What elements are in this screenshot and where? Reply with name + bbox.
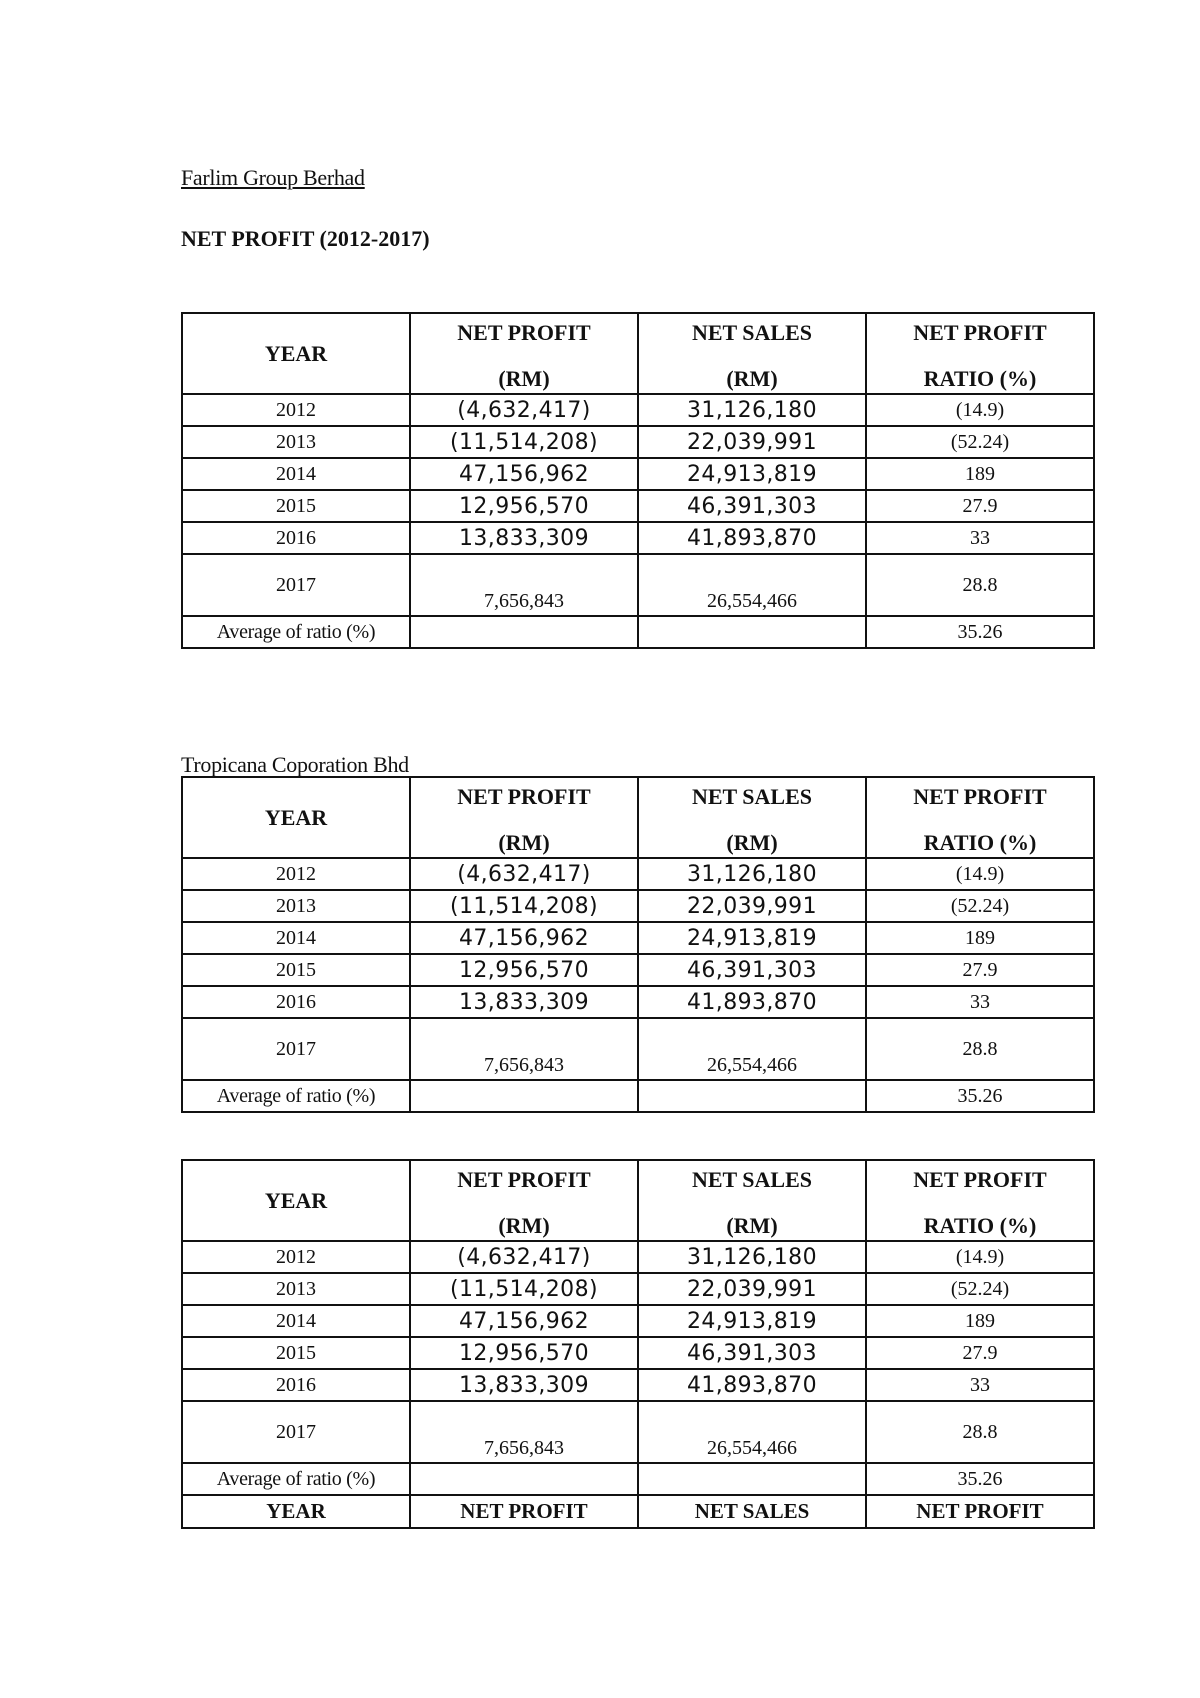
cell-year: 2017 <box>182 1018 410 1080</box>
table-row <box>182 1273 1094 1305</box>
cell-ratio: 27.9 <box>866 1337 1094 1369</box>
table-row <box>182 522 1094 554</box>
cell-ratio: 189 <box>866 458 1094 490</box>
header-ratio <box>866 313 1094 394</box>
empty-cell <box>638 1463 866 1495</box>
header-year: YEAR <box>182 1160 410 1241</box>
header-ratio <box>866 1160 1094 1241</box>
cell-year: 2014 <box>182 1305 410 1337</box>
company-name-tropicana: Tropicana Coporation Bhd <box>181 752 409 777</box>
header-ratio-line2: RATIO (%) <box>923 365 1037 391</box>
header-net-profit <box>410 777 638 858</box>
average-value: 35.26 <box>866 616 1094 648</box>
table-header-row <box>182 1160 1094 1241</box>
cell-ratio: (14.9) <box>866 394 1094 426</box>
average-value: 35.26 <box>866 1463 1094 1495</box>
average-label: Average of ratio (%) <box>182 1463 410 1495</box>
cell-year: 2013 <box>182 1273 410 1305</box>
cell-net-profit: (4,632,417) <box>410 1241 638 1273</box>
table-row <box>182 458 1094 490</box>
cell-net-profit: (11,514,208) <box>410 426 638 458</box>
company-name-farlim: Farlim Group Berhad <box>181 165 365 190</box>
header-net-profit-line1: NET PROFIT <box>457 1166 591 1192</box>
cell-ratio: 28.8 <box>866 554 1094 616</box>
empty-cell <box>410 1463 638 1495</box>
cell-year: 2016 <box>182 986 410 1018</box>
header-ratio-line2: RATIO (%) <box>923 1212 1037 1238</box>
cell-net-profit: 13,833,309 <box>410 986 638 1018</box>
header-net-sales <box>638 777 866 858</box>
cell-ratio: (14.9) <box>866 1241 1094 1273</box>
cell-year: 2015 <box>182 1337 410 1369</box>
cell-net-profit: 13,833,309 <box>410 522 638 554</box>
table-row <box>182 426 1094 458</box>
cell-net-sales: 31,126,180 <box>638 394 866 426</box>
cell-year: 2013 <box>182 426 410 458</box>
cell-net-profit: 7,656,843 <box>410 554 638 616</box>
header-net-sales-line2: (RM) <box>726 1212 778 1238</box>
cell-net-profit: 47,156,962 <box>410 1305 638 1337</box>
table-row <box>182 954 1094 986</box>
cell-net-sales: 46,391,303 <box>638 954 866 986</box>
header-net-profit-line2: (RM) <box>498 1212 550 1238</box>
header-net-profit-line1: NET PROFIT <box>457 319 591 345</box>
cell-year: 2016 <box>182 522 410 554</box>
cell-net-profit: 12,956,570 <box>410 490 638 522</box>
average-row <box>182 616 1094 648</box>
header-net-sales-line1: NET SALES <box>691 319 813 345</box>
cell-net-sales: 31,126,180 <box>638 1241 866 1273</box>
cell-ratio: 33 <box>866 986 1094 1018</box>
footer-net-profit: NET PROFIT <box>410 1495 638 1528</box>
header-net-profit-line2: (RM) <box>498 365 550 391</box>
header-year: YEAR <box>182 313 410 394</box>
table-row <box>182 890 1094 922</box>
cell-net-sales: 46,391,303 <box>638 490 866 522</box>
table-row <box>182 858 1094 890</box>
cell-net-sales: 26,554,466 <box>638 1401 866 1463</box>
cell-ratio: 28.8 <box>866 1401 1094 1463</box>
cell-net-sales: 31,126,180 <box>638 858 866 890</box>
table-row <box>182 922 1094 954</box>
cell-net-sales: 46,391,303 <box>638 1337 866 1369</box>
table-row <box>182 1305 1094 1337</box>
cell-net-profit: 47,156,962 <box>410 458 638 490</box>
cell-net-sales: 24,913,819 <box>638 922 866 954</box>
cell-ratio: 33 <box>866 1369 1094 1401</box>
cell-net-profit: 12,956,570 <box>410 954 638 986</box>
cell-net-profit: (4,632,417) <box>410 858 638 890</box>
repeated-header-row <box>182 1495 1094 1528</box>
table-row <box>182 1241 1094 1273</box>
table-row <box>182 554 1094 616</box>
table-row <box>182 1369 1094 1401</box>
footer-net-sales: NET SALES <box>638 1495 866 1528</box>
header-net-profit-line1: NET PROFIT <box>457 783 591 809</box>
cell-net-profit: (11,514,208) <box>410 890 638 922</box>
cell-ratio: 28.8 <box>866 1018 1094 1080</box>
cell-net-profit: 12,956,570 <box>410 1337 638 1369</box>
header-ratio-line1: NET PROFIT <box>913 1166 1047 1192</box>
header-net-profit-line2: (RM) <box>498 829 550 855</box>
cell-net-profit: 13,833,309 <box>410 1369 638 1401</box>
cell-net-sales: 22,039,991 <box>638 890 866 922</box>
average-row <box>182 1080 1094 1112</box>
header-net-sales-line2: (RM) <box>726 365 778 391</box>
cell-year: 2012 <box>182 394 410 426</box>
empty-cell <box>638 616 866 648</box>
cell-ratio: (52.24) <box>866 426 1094 458</box>
cell-ratio: (14.9) <box>866 858 1094 890</box>
header-net-sales <box>638 1160 866 1241</box>
footer-ratio: NET PROFIT <box>866 1495 1094 1528</box>
empty-cell <box>410 616 638 648</box>
cell-year: 2014 <box>182 458 410 490</box>
header-ratio-line1: NET PROFIT <box>913 783 1047 809</box>
cell-year: 2013 <box>182 890 410 922</box>
net-profit-table-1 <box>181 312 1095 649</box>
footer-year: YEAR <box>182 1495 410 1528</box>
cell-net-profit: (4,632,417) <box>410 394 638 426</box>
cell-ratio: 27.9 <box>866 490 1094 522</box>
net-profit-table-3 <box>181 1159 1095 1529</box>
table-row <box>182 490 1094 522</box>
cell-ratio: (52.24) <box>866 890 1094 922</box>
net-profit-table-2 <box>181 776 1095 1113</box>
cell-net-sales: 26,554,466 <box>638 554 866 616</box>
header-net-profit <box>410 1160 638 1241</box>
cell-ratio: (52.24) <box>866 1273 1094 1305</box>
cell-year: 2012 <box>182 1241 410 1273</box>
average-label: Average of ratio (%) <box>182 1080 410 1112</box>
cell-net-sales: 41,893,870 <box>638 522 866 554</box>
empty-cell <box>638 1080 866 1112</box>
cell-net-profit: 7,656,843 <box>410 1018 638 1080</box>
cell-net-sales: 26,554,466 <box>638 1018 866 1080</box>
table-row <box>182 394 1094 426</box>
empty-cell <box>410 1080 638 1112</box>
cell-net-sales: 22,039,991 <box>638 1273 866 1305</box>
average-value: 35.26 <box>866 1080 1094 1112</box>
header-ratio-line2: RATIO (%) <box>923 829 1037 855</box>
cell-net-profit: (11,514,208) <box>410 1273 638 1305</box>
table-header-row <box>182 313 1094 394</box>
cell-net-sales: 41,893,870 <box>638 986 866 1018</box>
header-net-sales-line1: NET SALES <box>691 783 813 809</box>
cell-net-sales: 41,893,870 <box>638 1369 866 1401</box>
cell-year: 2017 <box>182 1401 410 1463</box>
header-ratio-line1: NET PROFIT <box>913 319 1047 345</box>
average-label: Average of ratio (%) <box>182 616 410 648</box>
header-net-sales-line1: NET SALES <box>691 1166 813 1192</box>
cell-ratio: 189 <box>866 922 1094 954</box>
section-heading: NET PROFIT (2012-2017) <box>181 226 430 251</box>
cell-year: 2012 <box>182 858 410 890</box>
table-row <box>182 1401 1094 1463</box>
cell-year: 2015 <box>182 490 410 522</box>
cell-ratio: 189 <box>866 1305 1094 1337</box>
cell-net-profit: 47,156,962 <box>410 922 638 954</box>
table-header-row <box>182 777 1094 858</box>
cell-year: 2014 <box>182 922 410 954</box>
header-year: YEAR <box>182 777 410 858</box>
header-net-profit <box>410 313 638 394</box>
cell-net-profit: 7,656,843 <box>410 1401 638 1463</box>
cell-ratio: 27.9 <box>866 954 1094 986</box>
cell-year: 2015 <box>182 954 410 986</box>
header-net-sales <box>638 313 866 394</box>
cell-net-sales: 24,913,819 <box>638 458 866 490</box>
table-row <box>182 1337 1094 1369</box>
cell-ratio: 33 <box>866 522 1094 554</box>
header-net-sales-line2: (RM) <box>726 829 778 855</box>
header-ratio <box>866 777 1094 858</box>
table-row <box>182 1018 1094 1080</box>
cell-net-sales: 22,039,991 <box>638 426 866 458</box>
cell-year: 2016 <box>182 1369 410 1401</box>
cell-year: 2017 <box>182 554 410 616</box>
cell-net-sales: 24,913,819 <box>638 1305 866 1337</box>
table-row <box>182 986 1094 1018</box>
average-row <box>182 1463 1094 1495</box>
